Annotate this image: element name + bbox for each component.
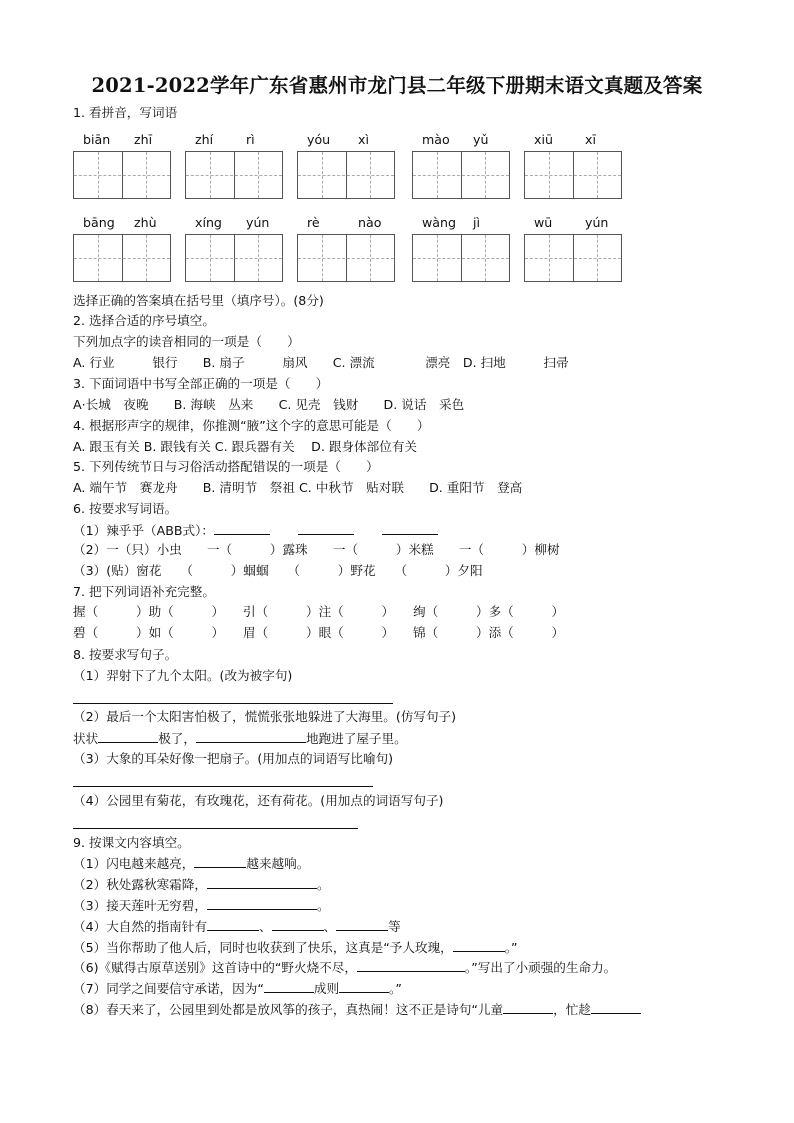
pinyin-label: xī <box>585 132 596 147</box>
q9-line-5 <box>73 939 518 956</box>
q2-options: A. 行业 银行 B. 扇子 扇风 C. 漂流 漂亮 D. 扫地 扫帚 <box>73 355 569 370</box>
answer-blank[interactable] <box>264 980 314 993</box>
writing-grid-box[interactable] <box>412 151 510 199</box>
q4-heading: 4. 根据形声字的规律，你推测“腋”这个字的意思可能是（ ） <box>73 418 430 433</box>
writing-grid-box[interactable] <box>524 234 622 282</box>
q9-text: （8）春天来了，公园里到处都是放风筝的孩子，真热闹！这不正是诗句“儿童 <box>73 1002 504 1017</box>
q7-line-2: 碧（ ）如（ ） 眉（ ）眼（ ） 锦（ ）添（ ） <box>73 625 565 640</box>
q9-text: 。”写出了小顽强的生命力。 <box>464 960 617 975</box>
pinyin-label: yóu <box>307 132 331 147</box>
pinyin-label: zhí <box>195 132 214 147</box>
q9-text: 成则 <box>313 981 340 996</box>
q3-heading: 3. 下面词语中书写全部正确的一项是（ ） <box>73 376 329 391</box>
answer-blank[interactable] <box>207 918 259 931</box>
answer-blank[interactable] <box>214 522 270 535</box>
q8-sentence-3: （3）大象的耳朵好像一把扇子。(用加点的词语写比喻句) <box>73 751 394 766</box>
pinyin-label: bāng <box>83 215 115 230</box>
pinyin-label: yún <box>585 215 609 230</box>
q9-text: 。 <box>316 898 330 913</box>
q7-heading: 7. 把下列词语补充完整。 <box>73 584 215 599</box>
pinyin-label: rè <box>307 215 320 230</box>
q8-fill-text-b: 极了， <box>158 731 196 746</box>
q4-options: A. 跟玉有关 B. 跟钱有关 C. 跟兵器有关 D. 跟身体部位有关 <box>73 439 418 454</box>
q9-text: （6)《赋得古原草送别》这首诗中的“野火烧不尽， <box>73 960 357 975</box>
writing-grid-box[interactable] <box>185 151 283 199</box>
q9-line-4 <box>73 918 401 935</box>
q8-sentence-2: （2）最后一个太阳害怕极了，慌慌张张地躲进了大海里。(仿写句子) <box>73 709 457 724</box>
answer-blank[interactable] <box>196 730 306 743</box>
q6-heading: 6. 按要求写词语。 <box>73 501 178 516</box>
answer-line[interactable] <box>73 703 393 704</box>
q9-line-1 <box>73 855 309 872</box>
q9-text: 。” <box>504 940 518 955</box>
q9-text: ，忙趁 <box>553 1002 591 1017</box>
section-instruction: 选择正确的答案填在括号里（填序号）。(8分) <box>73 293 324 308</box>
q9-line-6 <box>73 959 616 976</box>
q8-fill-text-c: 地跑进了屋子里。 <box>305 731 407 746</box>
answer-blank[interactable] <box>453 939 505 952</box>
pinyin-label: jì <box>473 215 480 230</box>
pinyin-label: biān <box>83 132 111 147</box>
q9-heading: 9. 按课文内容填空。 <box>73 835 190 850</box>
writing-grid-box[interactable] <box>297 234 395 282</box>
q9-text: （1）闪电越来越亮， <box>73 856 195 871</box>
q9-text: 越来越响。 <box>246 856 310 871</box>
answer-blank[interactable] <box>339 980 389 993</box>
q7-line-1: 握（ ）助（ ） 引（ ）注（ ） 绚（ ）多（ ） <box>73 604 565 619</box>
pinyin-label: mào <box>422 132 450 147</box>
q2-heading: 2. 选择合适的序号填空。 <box>73 313 215 328</box>
q9-text: （2）秋处露秋寒霜降， <box>73 877 207 892</box>
answer-blank[interactable] <box>98 730 158 743</box>
pinyin-label: zhù <box>134 215 157 230</box>
q6-line-1 <box>73 522 438 539</box>
q5-options: A. 端午节 赛龙舟 B. 清明节 祭祖 C. 中秋节 贴对联 D. 重阳节 登高 <box>73 480 523 495</box>
writing-grid-box[interactable] <box>73 151 171 199</box>
answer-line[interactable] <box>73 786 373 787</box>
answer-blank[interactable] <box>194 855 246 868</box>
q9-text: 。 <box>316 877 330 892</box>
q9-text: 。” <box>389 981 402 996</box>
q6-line-3: （3）(贴）窗花 （ ）蝈蝈 （ ）野花 （ ）夕阳 <box>73 563 483 578</box>
pinyin-label: nào <box>358 215 382 230</box>
answer-blank[interactable] <box>591 1001 641 1014</box>
q8-sentence-1: （1）羿射下了九个太阳。(改为被字句) <box>73 668 293 683</box>
answer-blank[interactable] <box>503 1001 553 1014</box>
answer-blank[interactable] <box>207 876 317 889</box>
answer-line[interactable] <box>73 828 358 829</box>
q6-line-1-text: （1）辣乎乎（ABB式）： <box>73 523 214 538</box>
pinyin-label: zhī <box>134 132 153 147</box>
q9-line-2 <box>73 876 330 893</box>
q1-heading: 1. 看拼音，写词语 <box>73 105 178 120</box>
q3-options: A·长城 夜晚 B. 海峡 丛来 C. 见壳 钱财 D. 说话 采色 <box>73 397 465 412</box>
pinyin-label: wū <box>534 215 553 230</box>
page-title: 2021-2022学年广东省惠州市龙门县二年级下册期末语文真题及答案 <box>91 74 703 97</box>
q9-text: （3）接天莲叶无穷碧， <box>73 898 207 913</box>
pinyin-label: yǔ <box>473 132 489 147</box>
pinyin-label: xì <box>358 132 369 147</box>
answer-blank[interactable] <box>207 897 317 910</box>
q9-text: 、 <box>323 919 337 934</box>
q9-line-7 <box>73 980 402 997</box>
q9-text: 等 <box>388 919 401 934</box>
pinyin-label: xiū <box>534 132 553 147</box>
q8-fill-text-a: 状状 <box>73 731 99 746</box>
writing-grid-box[interactable] <box>73 234 171 282</box>
q9-line-3 <box>73 897 330 914</box>
q9-text: （4）大自然的指南针有 <box>73 919 207 934</box>
pinyin-label: wàng <box>422 215 456 230</box>
answer-blank[interactable] <box>382 522 438 535</box>
writing-grid-box[interactable] <box>185 234 283 282</box>
writing-grid-box[interactable] <box>524 151 622 199</box>
q6-line-2: （2）一（只）小虫 一（ ）露珠 一（ ）米糕 一（ ）柳树 <box>73 542 560 557</box>
answer-blank[interactable] <box>298 522 354 535</box>
answer-blank[interactable] <box>357 959 465 972</box>
pinyin-label: xíng <box>195 215 222 230</box>
answer-blank[interactable] <box>272 918 324 931</box>
q9-text: （5）当你帮助了他人后，同时也收获到了快乐，这真是“予人玫瑰， <box>73 940 453 955</box>
answer-blank[interactable] <box>336 918 388 931</box>
q2-stem: 下列加点字的读音相同的一项是（ ） <box>73 334 300 349</box>
q5-heading: 5. 下列传统节日与习俗活动搭配错误的一项是（ ） <box>73 459 379 474</box>
q9-text: 、 <box>258 919 272 934</box>
pinyin-label: rì <box>246 132 255 147</box>
q9-text: （7）同学之间要信守承诺，因为“ <box>73 981 264 996</box>
q8-sentence-2-fill <box>73 730 407 747</box>
writing-grid-box[interactable] <box>297 151 395 199</box>
pinyin-label: yún <box>246 215 270 230</box>
writing-grid-box[interactable] <box>412 234 510 282</box>
q8-heading: 8. 按要求写句子。 <box>73 647 178 662</box>
q9-line-8 <box>73 1001 641 1018</box>
q8-sentence-4: （4）公园里有菊花，有玫瑰花，还有荷花。(用加点的词语写句子) <box>73 793 444 808</box>
